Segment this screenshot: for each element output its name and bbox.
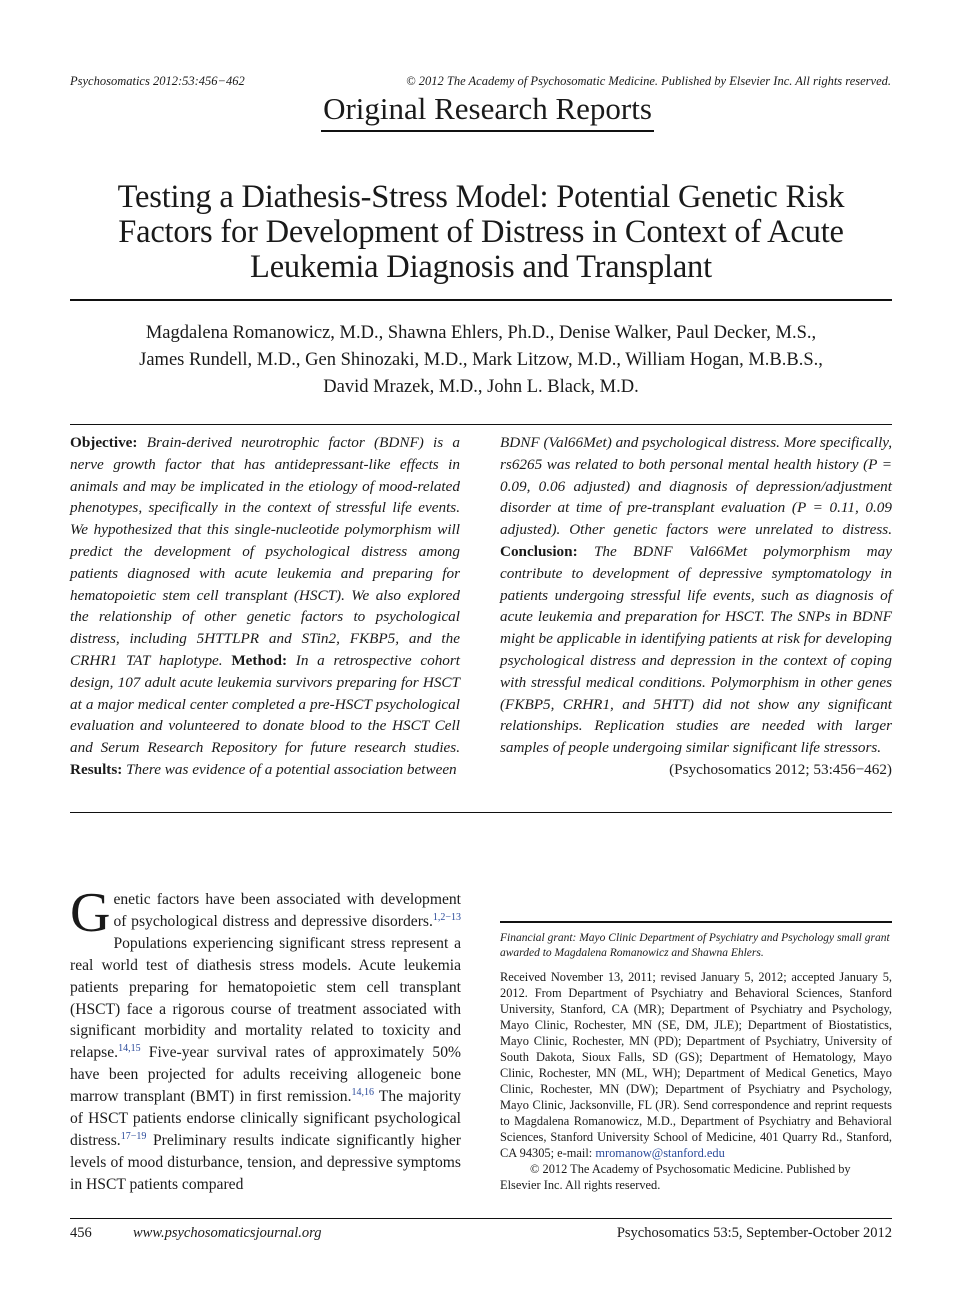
title-line-1: Testing a Diathesis-Stress Model: Potential Genetic Risk [117, 179, 845, 215]
abstract-citation: (Psychosomatics 2012; 53:456−462) [669, 760, 892, 778]
section-heading-text: Original Research Reports [321, 90, 654, 132]
abstract-right-column [500, 432, 892, 781]
author-line-1: Magdalena Romanowicz, M.D., Shawna Ehlers, Ph.D., Denise Walker, Paul Decker, M.S., [145, 323, 817, 343]
running-citation: Psychosomatics 2012:53:456−462 [70, 74, 245, 88]
affiliations-note [500, 969, 892, 1161]
reference-link[interactable]: 14,16 [351, 1086, 374, 1098]
page-number: 456 [70, 1225, 92, 1241]
author-line-3: David Mrazek, M.D., John L. Black, M.D. [323, 377, 639, 397]
section-heading [0, 90, 975, 132]
footer-divider [70, 1218, 892, 1219]
body-segment: enetic factors have been associated with development of psychological distress and depressive disorders. [113, 891, 461, 930]
body-segment: Preliminary results indicate significantly higher levels of mood disturbance, tension, and depressive symptoms in HSCT patients compared [70, 1131, 461, 1193]
method-label: Method: [231, 651, 288, 669]
conclusion-label: Conclusion: [500, 542, 578, 560]
reference-link[interactable]: 1,2−13 [432, 911, 461, 923]
title-line-3: Leukemia Diagnosis and Transplant [250, 249, 712, 285]
journal-issue: Psychosomatics 53:5, September-October 2012 [616, 1225, 892, 1241]
body-segment: Five-year survival rates of approximately 50% have been projected for adults receiving allogeneic bone marrow transplant (BMT) in first remission. [70, 1044, 461, 1106]
author-list [70, 320, 892, 401]
body-segment: Populations experiencing significant stress represent a real world test of diathesis stress models. Acute leukemia patients preparing for hematopoietic stem cell transplant (HSCT) face a rigorous course of treatment associated with significant morbidity and mortality related to toxicity and relapse. [70, 934, 461, 1062]
title-line-2: Factors for Development of Distress in Context of Acute [118, 214, 844, 250]
affiliations-text: Received November 13, 2011; revised January 5, 2012; accepted January 5, 2012. From Department of Psychiatry and Behavioral Sciences, Stanford University, Stanford, CA (MR); Department of Psychiatry and Psychology, Mayo Clinic, Rochester, MN (SE, DM, JLE); Department of Biostatistics, Mayo Clinic, Rochester, MN (PD); Department of Psychiatry, University of South Dakota, Sioux Falls, SD (GS); Department of Hematology, Mayo Clinic, Rochester, MN (ML, WH); Department of Medical Genetics, Mayo Clinic, Rochester, MN (DW); Department of Psychiatry and Psychology, Mayo Clinic, Jacksonville, FL (JR). Send correspondence and reprint requests to Magdalena Romanowicz, M.D., Department of Psychiatry and Behavioral Sciences, Stanford University School of Medicine, 401 Quarry Rd., Stanford, CA 94305; e-mail: [500, 970, 892, 1160]
title-divider [70, 299, 892, 301]
method-text: In a retrospective cohort design, 107 adult acute leukemia survivors preparing for HSCT at a major medical center completed a pre-HSCT psychological evaluation and volunteered to donate blood to the HSCT Cell and Serum Research Repository for future research studies. [70, 651, 461, 757]
journal-url[interactable]: www.psychosomaticsjournal.org [133, 1225, 322, 1241]
funding-note: Financial grant: Mayo Clinic Department of Psychiatry and Psychology small grant awarded to Magdalena Romanowicz and Shawna Ehlers. [500, 932, 890, 960]
results-text-start: There was evidence of a potential association between [126, 760, 457, 778]
objective-text: Brain-derived neurotrophic factor (BDNF) is a nerve growth factor that has antidepressant-like effects in animals and may be implicated in the etiology of mood-related phenotypes, specifically in the context of stressful life events. We hypothesized that this single-nucleotide polymorphism will predict the development of psychological distress among patients diagnosed with acute leukemia and preparing for hematopoietic stem cell transplant (HSCT). We also explored the relationship of other genetic factors to psychological distress, including 5HTTLPR and STin2, FKBP5, and the CRHR1 TAT haplotype. [70, 434, 460, 669]
objective-label: Objective: [70, 434, 138, 451]
footnote-divider [500, 921, 892, 923]
drop-cap: G [70, 882, 111, 944]
reference-link[interactable]: 17−19 [120, 1130, 147, 1142]
reference-link[interactable]: 14,15 [118, 1043, 141, 1055]
author-line-2: James Rundell, M.D., Gen Shinozaki, M.D., Mark Litzow, M.D., William Hogan, M.B.B.S., [139, 350, 823, 370]
abstract-top-divider [70, 424, 892, 425]
results-text-continued: BDNF (Val66Met) and psychological distress. More specifically, rs6265 was related to both personal mental health history (P = 0.09, 0.06 adjusted) and diagnosis of depression/adjustment disorder at time of pre-transplant evaluation (P = 0.11, 0.09 adjusted). Other genetic factors were unrelated to distress. [500, 434, 892, 539]
footnote-copyright: © 2012 The Academy of Psychosomatic Medicine. Published by Elsevier Inc. All rights reserved. [500, 1162, 851, 1192]
abstract-left-column [70, 432, 460, 781]
conclusion-text: The BDNF Val66Met polymorphism may contribute to development of depressive symptomatology in patients undergoing stressful life events, such as diagnosis of acute leukemia and preparation for HSCT. The SNPs in BDNF might be applicable in identifying patients at risk for developing psychological distress and depression in the context of coping with stressful medical conditions. Polymorphism in other genes (FKBP5, CRHR1, and 5HTT) did not show any significant relationships. Replication studies are needed with larger samples of people undergoing similar significant life stressors. [500, 542, 892, 757]
running-copyright: © 2012 The Academy of Psychosomatic Medicine. Published by Elsevier Inc. All rights reserved. [406, 74, 891, 88]
abstract-bottom-divider [70, 812, 892, 813]
body-text [70, 882, 461, 1196]
email-link[interactable]: mromanow@stanford.edu [595, 1146, 725, 1160]
article-title [70, 180, 892, 285]
body-segment: The majority of HSCT patients endorse clinically significant psychological distress. [70, 1088, 461, 1149]
results-label: Results: [70, 760, 123, 778]
